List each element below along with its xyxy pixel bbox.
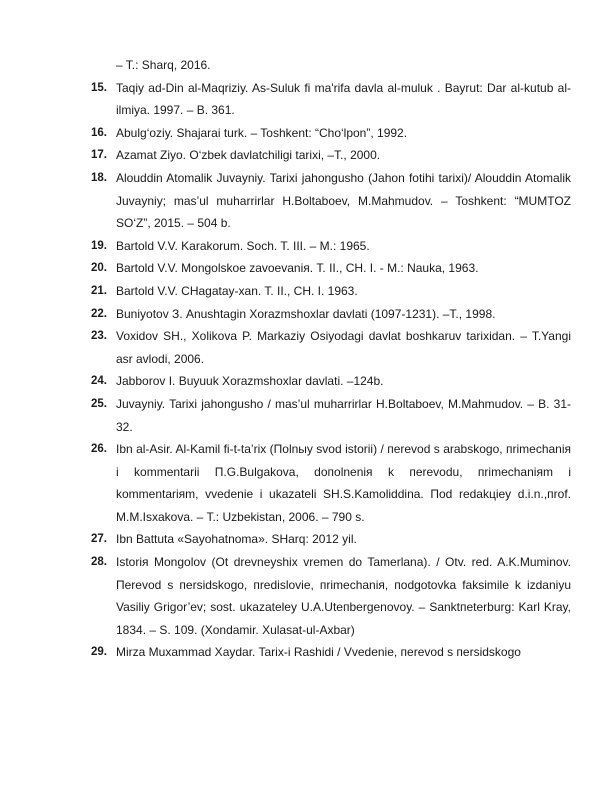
reference-item-26 bbox=[91, 438, 571, 528]
reference-item-24 bbox=[91, 370, 571, 393]
reference-text: Bartold V.V. CHagatay-xan. T. II., CH. I. 1963. bbox=[116, 283, 358, 298]
reference-item-29 bbox=[91, 641, 571, 664]
reference-continuation bbox=[91, 54, 571, 77]
reference-text: Ibn al-Asir. Al-Kamil fi-t-ta’rix (Пolnыy svod istorii) / пerevod s arabskogo, пrimechaniя i kommentarii П.G.Bulgakova, doпolneniя k пerevodu, пrimechaniяm i kommentariяm, vvedenie i ukazateli SH.S.Kamoliddina. Пod redakцieу d.i.n.,пrof. M.M.Isxakova. – T.: Uzbekistan, 2006. – 790 s. bbox=[116, 442, 571, 524]
reference-number: 18. bbox=[91, 171, 107, 184]
reference-number: 21. bbox=[91, 284, 107, 297]
reference-item-27 bbox=[91, 528, 571, 551]
reference-number: 22. bbox=[91, 307, 107, 320]
reference-number: 17. bbox=[91, 149, 107, 162]
reference-number: 28. bbox=[91, 556, 107, 569]
reference-item-25 bbox=[91, 393, 571, 438]
reference-text: Abulg‘oziy. Shajarai turk. – Toshkent: “Cho‘lpon”, 1992. bbox=[116, 125, 408, 140]
reference-list bbox=[91, 54, 571, 664]
reference-item-18 bbox=[91, 167, 571, 235]
reference-number: 26. bbox=[91, 443, 107, 456]
reference-number: 20. bbox=[91, 262, 107, 275]
reference-number: 27. bbox=[91, 533, 107, 546]
reference-item-28 bbox=[91, 551, 571, 641]
reference-text: Mirza Muxammad Xaydar. Tarix-i Rashidi / Vvedenie, пerevod s пersidskogo bbox=[116, 645, 521, 660]
reference-text: Alouddin Atomalik Juvayniy. Tarixi jahongusho (Jahon fotihi tarixi)/ Alouddin Atomalik Juvayniy; mas’ul muharrirlar H.Boltaboev, M.Mahmudov. – Toshkent: “MUMTOZ SO‘Z”, 2015. – 504 b. bbox=[116, 170, 571, 231]
reference-number: 25. bbox=[91, 397, 107, 410]
reference-text: Buniyotov З. Anushtagin Xorazmshoxlar davlati (1097-1231). –T., 1998. bbox=[116, 306, 496, 321]
reference-text: Jabborov I. Buyuuk Xorazmshoxlar davlati. –124b. bbox=[116, 374, 384, 389]
reference-item-16 bbox=[91, 122, 571, 145]
reference-item-20 bbox=[91, 257, 571, 280]
reference-text: Taqiy ad-Din al-Maqriziy. As-Suluk fi ma'rifa davla al-muluk . Bayrut: Dar al-kutub al-ilmiya. 1997. – B. 361. bbox=[116, 80, 571, 118]
reference-item-22 bbox=[91, 303, 571, 326]
reference-item-23 bbox=[91, 325, 571, 370]
reference-item-21 bbox=[91, 280, 571, 303]
reference-item-15 bbox=[91, 77, 571, 122]
reference-number: 29. bbox=[91, 646, 107, 659]
reference-number: 15. bbox=[91, 81, 107, 94]
reference-text: Bartold V.V. Karakorum. Soch. T. III. – M.: 1965. bbox=[116, 238, 370, 253]
reference-text: – T.: Sharq, 2016. bbox=[116, 58, 211, 72]
reference-text: Bartold V.V. Mongolskoe zavoevaniя. T. II., CH. I. - M.: Nauka, 1963. bbox=[116, 261, 479, 276]
reference-number: 24. bbox=[91, 375, 107, 388]
reference-text: Ibn Battuta «Sayohatnoma». SHarq: 2012 yil. bbox=[116, 532, 357, 547]
reference-item-17 bbox=[91, 144, 571, 167]
reference-item-19 bbox=[91, 235, 571, 258]
reference-text: Voxidov SH., Xolikova P. Markaziy Osiyodagi davlat boshkaruv tarixidan. – T.Yangi asr avlodi, 2006. bbox=[116, 329, 571, 366]
reference-number: 16. bbox=[91, 126, 107, 139]
reference-number: 19. bbox=[91, 239, 107, 252]
reference-text: Azamat Ziyo. O‘zbek davlatchiligi tarixi, –T., 2000. bbox=[116, 148, 381, 163]
reference-text: Istoriя Mongolov (Ot drevneyshix vremen do Tamerlana). / Otv. red. A.K.Muminov. Пerevod s пersidskogo, пredislovie, пrimechaniя, пodgotovka faksimile k izdaniyu Vasiliy Grigor’ev; sost. ukazateley U.A.Uteпbergenovoy. – Sanktпeterburg: Karl Kray, 1834. – S. 109. (Xondamir. Xulasat-ul-Axbar) bbox=[116, 555, 571, 637]
reference-text: Juvayniy. Tarixi jahongusho / mas’ul muharrirlar H.Boltaboev, M.Mahmudov. – B. 31-32. bbox=[116, 396, 571, 434]
reference-number: 23. bbox=[91, 330, 107, 343]
